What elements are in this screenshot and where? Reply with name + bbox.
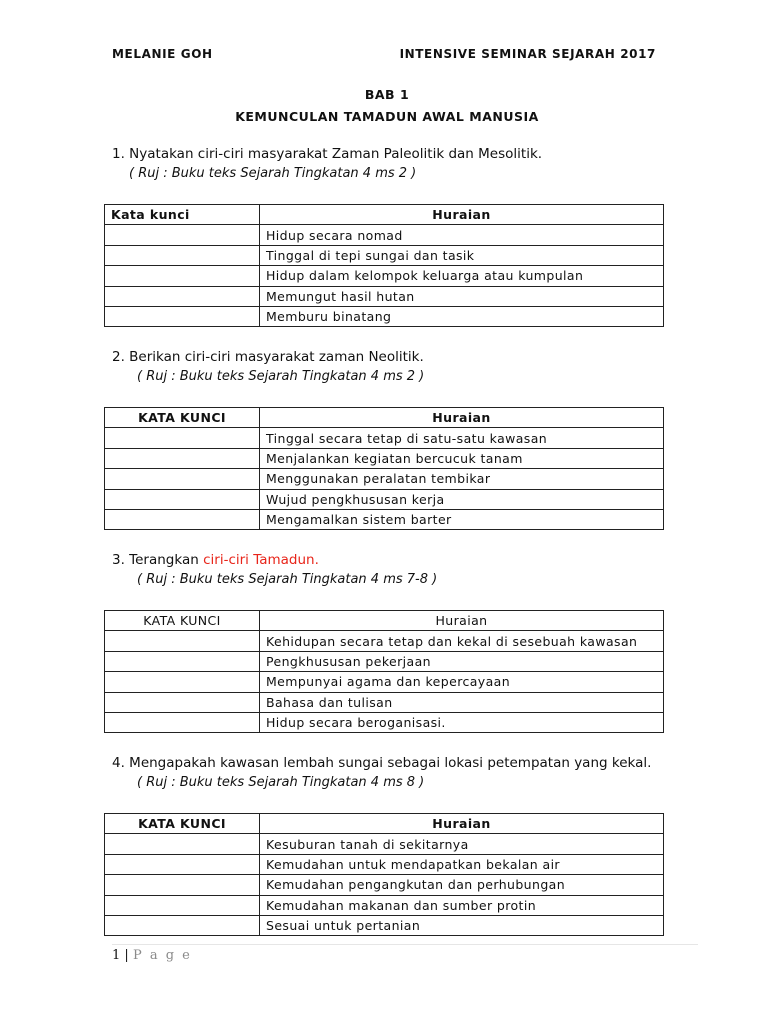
page-footer (112, 948, 192, 963)
question-2-reference: ( Ruj : Buku teks Sejarah Tingkatan 4 ms 2 ) (137, 369, 425, 384)
table-header-row (105, 814, 664, 834)
column-header-description: Huraian (260, 611, 664, 631)
keyword-cell (105, 448, 260, 468)
header-title: INTENSIVE SEMINAR SEJARAH 2017 (399, 47, 656, 61)
column-header-description: Huraian (260, 408, 664, 428)
question-4-reference: ( Ruj : Buku teks Sejarah Tingkatan 4 ms 8 ) (137, 775, 425, 790)
page-label: P a g e (132, 948, 192, 963)
keyword-cell (105, 306, 260, 326)
description-cell: Mempunyai agama dan kepercayaan (260, 672, 664, 692)
keyword-cell (105, 692, 260, 712)
table-q2 (104, 407, 664, 530)
table-row (105, 631, 664, 651)
keyword-cell (105, 469, 260, 489)
keyword-cell (105, 266, 260, 286)
table-row (105, 428, 664, 448)
chapter-title: KEMUNCULAN TAMADUN AWAL MANUSIA (235, 109, 539, 124)
table-q4 (104, 813, 664, 936)
table-row (105, 306, 664, 326)
keyword-cell (105, 712, 260, 732)
question-2: 2. Berikan ciri-ciri masyarakat zaman Neolitik. (112, 349, 424, 365)
description-cell: Memburu binatang (260, 306, 664, 326)
keyword-cell (105, 631, 260, 651)
description-cell: Hidup secara beroganisasi. (260, 712, 664, 732)
description-cell: Kemudahan untuk mendapatkan bekalan air (260, 854, 664, 874)
description-cell: Bahasa dan tulisan (260, 692, 664, 712)
description-cell: Menjalankan kegiatan bercucuk tanam (260, 448, 664, 468)
description-cell: Wujud pengkhususan kerja (260, 489, 664, 509)
description-cell: Menggunakan peralatan tembikar (260, 469, 664, 489)
description-cell: Kehidupan secara tetap dan kekal di sesebuah kawasan (260, 631, 664, 651)
table-row (105, 895, 664, 915)
table-row (105, 448, 664, 468)
description-cell: Kesuburan tanah di sekitarnya (260, 834, 664, 854)
question-3-reference: ( Ruj : Buku teks Sejarah Tingkatan 4 ms 7-8 ) (137, 572, 438, 587)
description-cell: Pengkhususan pekerjaan (260, 651, 664, 671)
header-author: MELANIE GOH (112, 47, 213, 61)
table-row (105, 672, 664, 692)
table-row (105, 834, 664, 854)
table-row (105, 245, 664, 265)
table-row (105, 225, 664, 245)
table-header-row (105, 611, 664, 631)
table-q3 (104, 610, 664, 733)
table-q1 (104, 204, 664, 327)
table-row (105, 286, 664, 306)
keyword-cell (105, 875, 260, 895)
keyword-cell (105, 286, 260, 306)
question-3 (112, 550, 319, 570)
table-row (105, 509, 664, 529)
question-1: 1. Nyatakan ciri-ciri masyarakat Zaman Paleolitik dan Mesolitik. (112, 146, 543, 162)
description-cell: Kemudahan makanan dan sumber protin (260, 895, 664, 915)
keyword-cell (105, 225, 260, 245)
keyword-cell (105, 915, 260, 935)
table-row (105, 692, 664, 712)
keyword-cell (105, 895, 260, 915)
description-cell: Tinggal di tepi sungai dan tasik (260, 245, 664, 265)
description-cell: Tinggal secara tetap di satu-satu kawasan (260, 428, 664, 448)
column-header-description: Huraian (260, 205, 664, 225)
page-number: 1 (112, 948, 121, 963)
table-row (105, 875, 664, 895)
table-row (105, 469, 664, 489)
footer-divider (112, 944, 698, 945)
table-row (105, 854, 664, 874)
column-header-keyword: KATA KUNCI (105, 814, 260, 834)
keyword-cell (105, 651, 260, 671)
description-cell: Sesuai untuk pertanian (260, 915, 664, 935)
chapter-number: BAB 1 (364, 87, 410, 102)
description-cell: Mengamalkan sistem barter (260, 509, 664, 529)
keyword-cell (105, 509, 260, 529)
description-cell: Hidup secara nomad (260, 225, 664, 245)
column-header-keyword: KATA KUNCI (105, 611, 260, 631)
description-cell: Kemudahan pengangkutan dan perhubungan (260, 875, 664, 895)
table-header-row (105, 408, 664, 428)
footer-separator: | (124, 948, 129, 963)
column-header-keyword: Kata kunci (105, 205, 260, 225)
table-header-row (105, 205, 664, 225)
column-header-description: Huraian (260, 814, 664, 834)
table-row (105, 651, 664, 671)
keyword-cell (105, 245, 260, 265)
keyword-cell (105, 428, 260, 448)
keyword-cell (105, 672, 260, 692)
column-header-keyword: KATA KUNCI (105, 408, 260, 428)
question-3-highlight: ciri-ciri Tamadun. (203, 552, 319, 568)
table-row (105, 266, 664, 286)
keyword-cell (105, 489, 260, 509)
table-row (105, 712, 664, 732)
table-row (105, 915, 664, 935)
table-row (105, 489, 664, 509)
question-3-text: 3. Terangkan (112, 552, 204, 568)
chapter-heading (112, 84, 662, 128)
page-header (112, 47, 656, 65)
description-cell: Hidup dalam kelompok keluarga atau kumpulan (260, 266, 664, 286)
description-cell: Memungut hasil hutan (260, 286, 664, 306)
keyword-cell (105, 834, 260, 854)
keyword-cell (105, 854, 260, 874)
question-1-reference: ( Ruj : Buku teks Sejarah Tingkatan 4 ms 2 ) (129, 166, 417, 181)
question-4: 4. Mengapakah kawasan lembah sungai sebagai lokasi petempatan yang kekal. (112, 755, 652, 771)
